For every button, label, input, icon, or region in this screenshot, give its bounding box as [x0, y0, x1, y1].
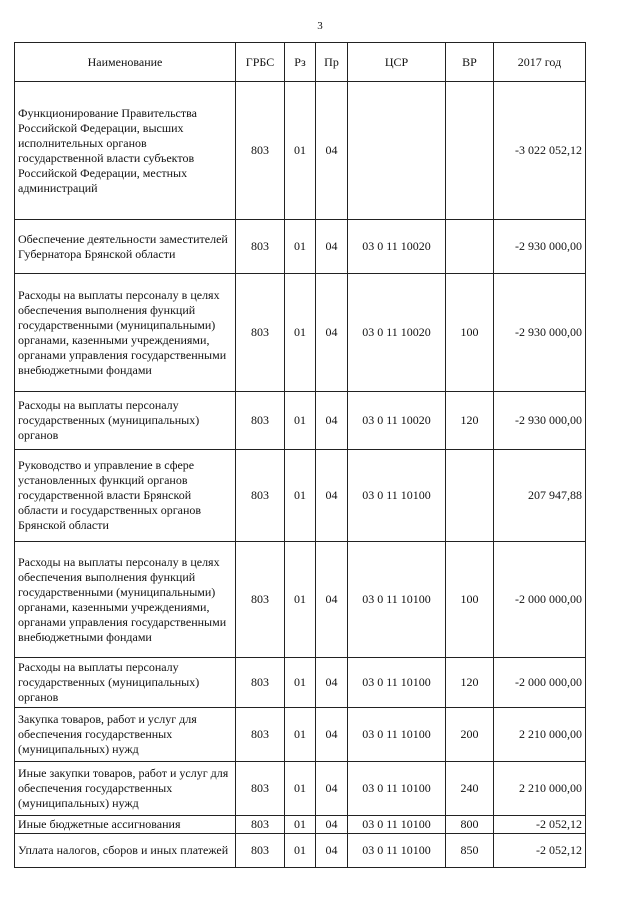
table-row [15, 450, 586, 542]
table-row [15, 762, 586, 816]
row-name: Закупка товаров, работ и услуг для обеспечения государственных (муниципальных) нужд [15, 708, 236, 762]
row-amount: -3 022 052,12 [494, 82, 586, 220]
row-csr: 03 0 11 10100 [348, 658, 446, 708]
row-grbs: 803 [236, 274, 285, 392]
table-row [15, 834, 586, 868]
row-csr: 03 0 11 10100 [348, 834, 446, 868]
page-number: 3 [317, 20, 323, 32]
row-pr: 04 [316, 274, 348, 392]
table-row [15, 274, 586, 392]
row-csr [348, 82, 446, 220]
row-vr: 800 [446, 816, 494, 834]
row-rz: 01 [285, 542, 316, 658]
row-grbs: 803 [236, 708, 285, 762]
row-amount: -2 000 000,00 [494, 542, 586, 658]
row-grbs: 803 [236, 220, 285, 274]
row-rz: 01 [285, 834, 316, 868]
row-csr: 03 0 11 10100 [348, 762, 446, 816]
row-amount: 207 947,88 [494, 450, 586, 542]
row-pr: 04 [316, 658, 348, 708]
row-grbs: 803 [236, 658, 285, 708]
row-vr [446, 450, 494, 542]
row-csr: 03 0 11 10100 [348, 708, 446, 762]
row-amount: -2 000 000,00 [494, 658, 586, 708]
row-pr: 04 [316, 82, 348, 220]
row-name: Расходы на выплаты персоналу в целях обеспечения выполнения функций государственными (муниципальными) органами, казенными учреждениями, органами управления государственными внебюджетными фондами [15, 274, 236, 392]
column-header-rz: Рз [285, 43, 316, 82]
budget-table [14, 42, 586, 868]
row-grbs: 803 [236, 450, 285, 542]
table-row [15, 392, 586, 450]
row-name: Функционирование Правительства Российской Федерации, высших исполнительных органов государственной власти субъектов Российской Федерации, местных администраций [15, 82, 236, 220]
row-grbs: 803 [236, 82, 285, 220]
row-pr: 04 [316, 708, 348, 762]
row-vr: 240 [446, 762, 494, 816]
row-vr: 100 [446, 542, 494, 658]
row-pr: 04 [316, 816, 348, 834]
column-header-vr: ВР [446, 43, 494, 82]
column-header-year: 2017 год [494, 43, 586, 82]
row-name: Расходы на выплаты персоналу государственных (муниципальных) органов [15, 658, 236, 708]
row-amount: 2 210 000,00 [494, 762, 586, 816]
row-amount: -2 052,12 [494, 834, 586, 868]
row-amount: 2 210 000,00 [494, 708, 586, 762]
row-amount: -2 052,12 [494, 816, 586, 834]
row-grbs: 803 [236, 542, 285, 658]
row-csr: 03 0 11 10020 [348, 274, 446, 392]
row-grbs: 803 [236, 816, 285, 834]
table-row [15, 708, 586, 762]
row-vr: 850 [446, 834, 494, 868]
row-name: Иные бюджетные ассигнования [15, 816, 236, 834]
row-rz: 01 [285, 762, 316, 816]
column-header-name: Наименование [15, 43, 236, 82]
row-rz: 01 [285, 658, 316, 708]
row-pr: 04 [316, 762, 348, 816]
row-name: Иные закупки товаров, работ и услуг для обеспечения государственных (муниципальных) нужд [15, 762, 236, 816]
row-rz: 01 [285, 392, 316, 450]
row-csr: 03 0 11 10100 [348, 542, 446, 658]
row-pr: 04 [316, 542, 348, 658]
row-amount: -2 930 000,00 [494, 274, 586, 392]
column-header-pr: Пр [316, 43, 348, 82]
row-vr [446, 82, 494, 220]
row-vr: 100 [446, 274, 494, 392]
column-header-grbs: ГРБС [236, 43, 285, 82]
row-rz: 01 [285, 82, 316, 220]
row-amount: -2 930 000,00 [494, 220, 586, 274]
row-name: Уплата налогов, сборов и иных платежей [15, 834, 236, 868]
row-pr: 04 [316, 450, 348, 542]
row-rz: 01 [285, 274, 316, 392]
row-rz: 01 [285, 220, 316, 274]
row-rz: 01 [285, 816, 316, 834]
table-row [15, 82, 586, 220]
row-name: Обеспечение деятельности заместителей Губернатора Брянской области [15, 220, 236, 274]
row-csr: 03 0 11 10020 [348, 220, 446, 274]
row-vr: 200 [446, 708, 494, 762]
row-vr: 120 [446, 392, 494, 450]
column-header-csr: ЦСР [348, 43, 446, 82]
row-amount: -2 930 000,00 [494, 392, 586, 450]
row-rz: 01 [285, 450, 316, 542]
row-name: Руководство и управление в сфере установленных функций органов государственной власти Брянской области и государственных органов Брянской области [15, 450, 236, 542]
row-vr [446, 220, 494, 274]
row-grbs: 803 [236, 762, 285, 816]
row-name: Расходы на выплаты персоналу в целях обеспечения выполнения функций государственными (муниципальными) органами, казенными учреждениями, органами управления государственными внебюджетными фондами [15, 542, 236, 658]
row-csr: 03 0 11 10100 [348, 450, 446, 542]
row-name: Расходы на выплаты персоналу государственных (муниципальных) органов [15, 392, 236, 450]
row-grbs: 803 [236, 834, 285, 868]
row-pr: 04 [316, 220, 348, 274]
table-row [15, 542, 586, 658]
row-grbs: 803 [236, 392, 285, 450]
table-header-row [15, 43, 586, 82]
row-pr: 04 [316, 392, 348, 450]
row-rz: 01 [285, 708, 316, 762]
row-csr: 03 0 11 10020 [348, 392, 446, 450]
row-pr: 04 [316, 834, 348, 868]
row-vr: 120 [446, 658, 494, 708]
table-row [15, 658, 586, 708]
table-row [15, 220, 586, 274]
row-csr: 03 0 11 10100 [348, 816, 446, 834]
table-row [15, 816, 586, 834]
